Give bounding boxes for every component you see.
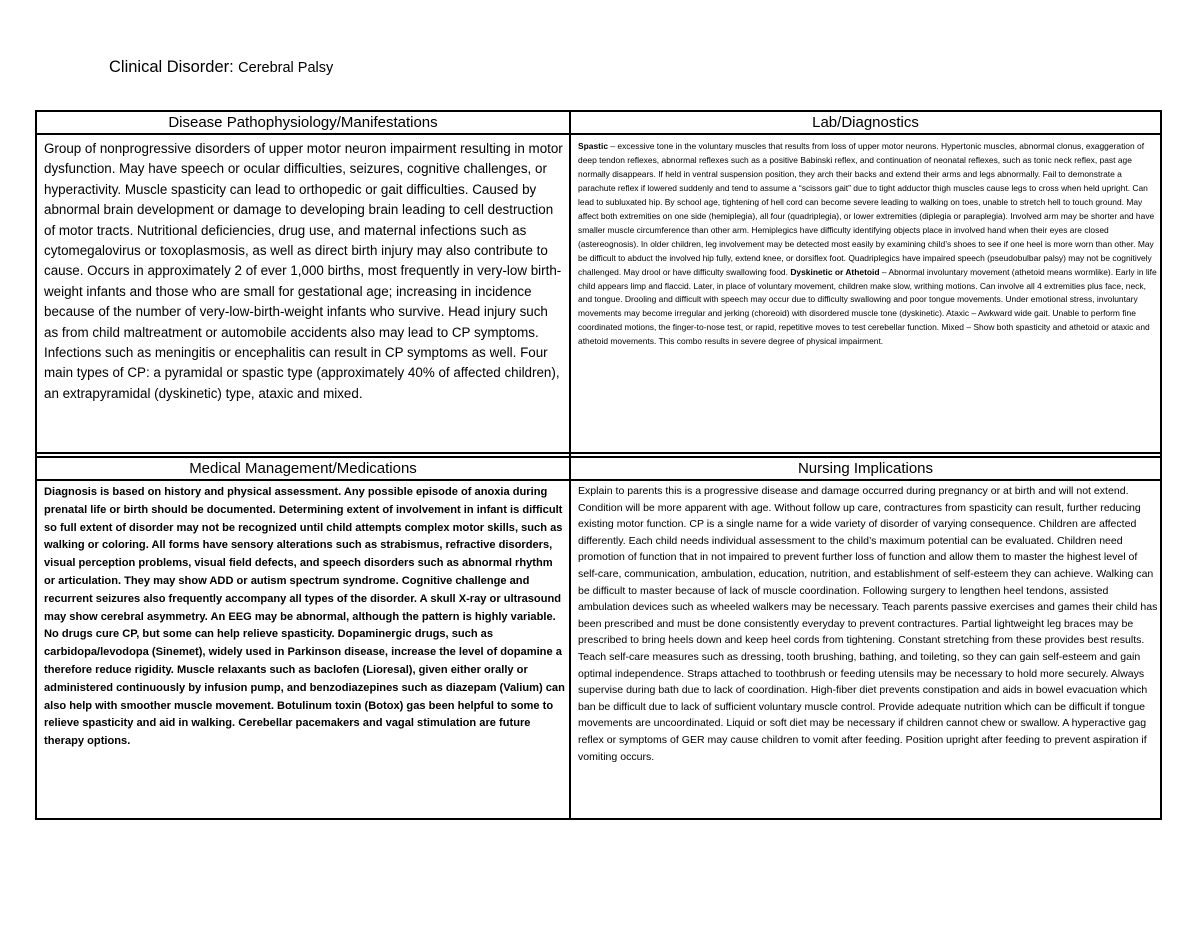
pathophysiology-header: Disease Pathophysiology/Manifestations [36, 111, 570, 134]
title-label: Clinical Disorder: [109, 58, 234, 76]
lab-diagnostics-cell [570, 134, 1161, 453]
lab-diagnostics-header: Lab/Diagnostics [570, 111, 1161, 134]
medical-management-cell [36, 480, 570, 819]
spastic-term: Spastic [578, 141, 609, 151]
pathophysiology-cell [36, 134, 570, 453]
dyskinetic-description: – Abnormal involuntary movement (athetoid means wormlike). Early in life child appears limp and flaccid. Later, in place of voluntary movement, children make slow, writhing motions. Can involve all 4 extremities plus face, neck, and tongue. Drooling and difficult with speech may occur due to difficulty swallowing and poor tongue movements. Under emotional stress, involuntary movements may become irregular and jerking (choreoid) with disordered muscle tone (dyskinetic). Ataxic – Awkward wide gait. Unable to perform fine coordinated motions, the finger-to-nose test, or rapid, repetitive moves to test cerebellar function. Mixed – Show both spasticity and athetoid or ataxic and athetoid movements. This combo results in severe degree of physical impairment. [578, 266, 1157, 347]
pathophysiology-text: Group of nonprogressive disorders of upper motor neuron impairment resulting in motor dysfunction. May have speech or ocular difficulties, seizures, cognitive challenges, or hyperactivity. Muscle spasticity can lead to orthopedic or gait difficulties. Caused by abnormal brain development or damage to developing brain leading to cell destruction of motor tracts. Nutritional deficiencies, drug use, and maternal infections such as cytomegalovirus or toxoplasmosis, as well as direct birth injury may also contribute to cause. Occurs in approximately 2 of ever 1,000 births, most frequently in very-low birth-weight infants and those who are small for gestational age; increasing in incidence because of the number of very-low-birth-weight infants who survive. Head injury such as from child maltreatment or automobile accidents also may lead to CP symptoms. Infections such as meningitis or encephalitis can result in CP symptoms as well. Four main types of CP: a pyramidal or spastic type (approximately 40% of affected children), an extrapyramidal (dyskinetic) type, ataxic and mixed. [44, 141, 563, 401]
medical-management-text: Diagnosis is based on history and physical assessment. Any possible episode of anoxia during prenatal life or birth should be documented. Determining extent of involvement in infant is difficult so full extent of disorder may not be recognized until child attempts complex motor skills, such as walking or coloring. All forms have sensory alterations such as strabismus, refractive disorders, visual perception problems, visual field defects, and speech disorders such as abnormal rhythm or articulation. They may show ADD or autism spectrum syndrome. Cognitive challenge and recurrent seizures also frequently accompany all types of the disorder. A skull X-ray or ultrasound may show cerebral asymmetry. An EEG may be abnormal, although the pattern is highly variable. No drugs cure CP, but some can help relieve spasticity. Dopaminergic drugs, such as carbidopa/levodopa (Sinemet), widely used in Parkinson disease, increase the level of dopamine a therefore reduce rigidity. Muscle relaxants such as baclofen (Lioresal), given either orally or administered continuously by infusion pump, and benzodiazepines such as diazepam (Valium) can also help with smoother muscle movement. Botulinum toxin (Botox) gas been helpful to some to relieve spasticity and aid in walking. Cerebellar pacemakers and vagal stimulation are future therapy options. [44, 486, 565, 748]
page-title [109, 58, 333, 77]
spastic-description: – excessive tone in the voluntary muscles that results from loss of upper motor neurons. Hypertonic muscles, abnormal clonus, exaggeration of deep tendon reflexes, abnormal reflexes such as a positive Babinski reflex, and continuation of neonatal reflexes, such as tonic neck reflex, past age normally disappears. If held in ventral suspension position, they arch their backs and extend their arms and legs abnormally. Fail to demonstrate a parachute reflex if lowered suddenly and tend to assume a “scissors gait” due to tight adductor thigh muscles cause legs to cross when held upright. Can lead to subluxated hip. By school age, tightening of hell cord can become severe leading to walking on toes, unable to stretch hell to touch ground. May affect both extremities on one side (hemiplegia), all four (quadriplegia), or lower extremities (diplegia or paraplegia). Involved arm may be shorter and have smaller muscle circumference than other arm. Hemiplegics have difficulty identifying objects place in involved hand when their eyes are closed (astereognosis). In older children, leg involvement may be detected most easily by examining child’s shoes to see if one heel is more worn than other. May be difficult to abduct the involved hip fully, extend knee, or dorsiflex foot. Quadriplegics have impaired speech (pseudobulbar palsy) may not be cognitively challenged. May drool or have difficulty swallowing food. [578, 141, 1155, 277]
nursing-implications-header: Nursing Implications [570, 457, 1161, 480]
nursing-implications-cell [570, 480, 1161, 819]
nursing-implications-text: Explain to parents this is a progressive disease and damage occurred during pregnancy or at birth and will not extend. Condition will be more apparent with age. Without follow up care, contractures from spasticity can result, further reducing existing motor function. CP is a single name for a wide variety of disorder of varying consequence. Children are affected differently. Each child needs individual assessment to the child’s maximum potential can be evaluated. Children need promotion of function that in not impaired to prevent further loss of function and allow them to master the highest level of self-care, communication, ambulation, education, nutrition, and establishment of self-esteem they can achieve. Walking can be difficult to master because of lack of muscle coordination. Following surgery to lengthen heel tendons, assisted ambulation devices such as wheeled walkers may be necessary. Teach parents passive exercises and games their child has been prescribed and must be done consistently everyday to prevent contractures. Partial lightweight leg braces may be prescribed to bring heels down and keep heel cords from tightening. Constant stretching from these provides best results. Teach self-care measures such as dressing, tooth brushing, bathing, and toileting, so they can gain self-esteem and gain optimal independence. Straps attached to toothbrush or feeding utensils may be necessary to hold more securely. Always supervise during bath due to lack of coordination. High-fiber diet prevents constipation and aids in bowel evacuation which ban be difficult due to lack of sufficient voluntary muscle control. Provide adequate nutrition which can be difficult if tongue movements are uncoordinated. Liquid or soft diet may be necessary if children cannot chew or swallow. A hyperactive gag reflex or symptoms of GER may cause children to vomit after feeding. Position upright after feeding to prevent aspiration if vomiting occurs. [578, 485, 1158, 763]
title-value: Cerebral Palsy [238, 60, 334, 76]
medical-management-header: Medical Management/Medications [36, 457, 570, 480]
lab-diagnostics-text [571, 135, 1160, 452]
dyskinetic-term: Dyskinetic or Athetoid [790, 266, 880, 277]
care-map-table [35, 110, 1162, 820]
